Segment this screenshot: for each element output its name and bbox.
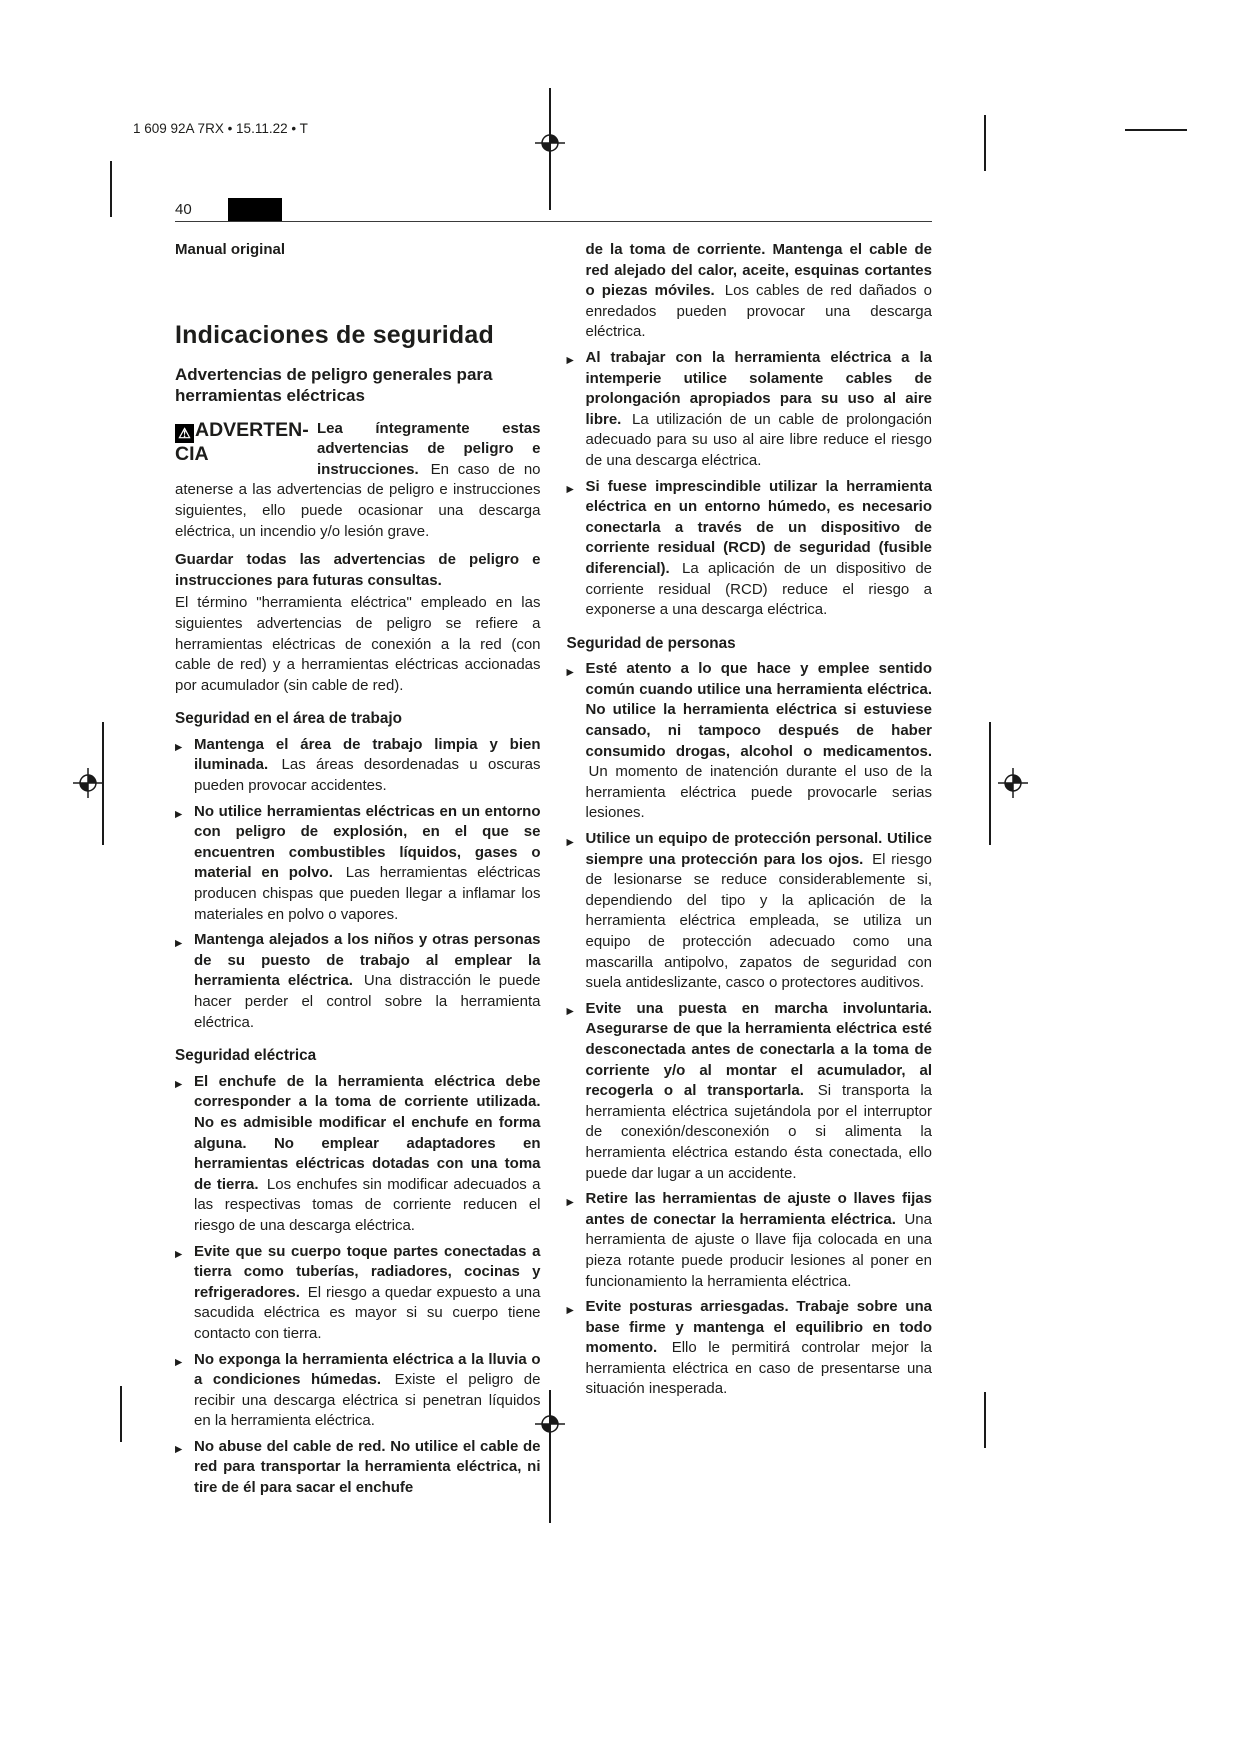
left-column <box>175 240 541 1499</box>
safety-bullet <box>567 999 933 1184</box>
work-area-heading: Seguridad en el área de trabajo <box>175 710 402 728</box>
warning-rest-text: En caso de no atenerse a las advertencias de peligro e instrucciones siguientes, ello puede ocasionar una descarga eléctrica, un incendio y/o lesión grave. <box>175 460 541 540</box>
bullet-triangle-icon: ▶ <box>175 1357 183 1368</box>
safety-bullet <box>567 1189 933 1292</box>
warning-label-text-2: CIA <box>175 443 209 466</box>
bullet-rest: Existe el peligro de recibir una descarga eléctrica si penetran líquidos en la herramienta eléctrica. <box>194 1371 541 1430</box>
bullet-bold: No abuse del cable de red. No utilice el cable de red para transportar la herramienta eléctrica, ni tire de él para sacar el enchufe <box>194 1437 541 1497</box>
bullet-text <box>586 829 933 994</box>
header-black-tab <box>228 198 282 222</box>
crop-mark-top-right-line <box>984 115 986 171</box>
bullet-rest: La aplicación de un dispositivo de corriente residual (RCD) reduce el riesgo a exponerse a una descarga eléctrica. <box>585 559 932 619</box>
warning-label <box>175 419 317 478</box>
bullet-bold: Retire las herramientas de ajuste o llaves fijas antes de conectar la herramienta eléctrica. <box>585 1190 932 1228</box>
safety-bullet <box>175 1437 541 1499</box>
warning-bold-text: Lea íntegramente estas advertencias de peligro e instrucciones. <box>317 419 541 478</box>
registration-mark-icon <box>535 128 565 158</box>
bullet-triangle-icon: ▶ <box>175 1249 183 1261</box>
bullet-continuation-paragraph <box>567 240 933 343</box>
bullet-triangle-icon: ▶ <box>566 484 574 496</box>
bullet-rest: Si transporta la herramienta eléctrica sujetándola por el interruptor de conexión/desconexión o si alimenta la herramienta eléctrica estando ésta conectada, ello puede dar lugar a un accidente. <box>585 1082 932 1182</box>
bullet-triangle-icon: ▶ <box>566 355 574 367</box>
safety-bullet <box>175 930 541 1033</box>
bullet-rest: El riesgo a quedar expuesto a una sacudida eléctrica es mayor si su cuerpo tiene contacto con tierra. <box>194 1283 541 1342</box>
bullet-rest: Las áreas desordenadas u oscuras pueden provocar accidentes. <box>194 756 541 795</box>
continuation-rest: Los cables de red dañados o enredados pueden provocar una descarga eléctrica. <box>585 282 932 341</box>
bullet-bold: Evite posturas arriesgadas. Trabaje sobre una base firme y mantenga el equilibrio en todo momento. <box>585 1298 932 1357</box>
bullet-text <box>194 802 541 926</box>
bullet-bold: Esté atento a lo que hace y emplee sentido común cuando utilice una herramienta eléctrica. No utilice la herramienta eléctrica si estuviese cansado, ni tampoco después de haber consumido drogas, alcohol o medicamentos. <box>585 660 932 760</box>
bullet-text <box>586 348 933 472</box>
bullet-rest: El riesgo de lesionarse se reduce considerablemente si, dependiendo del tipo y la aplicación de la herramienta eléctrica empleada, se utiliza un equipo de protección adecuado como una mascarilla antipolvo, zapatos de seguridad con suela antideslizante, casco o protectores auditivos. <box>585 850 933 992</box>
bullet-triangle-icon: ▶ <box>566 836 574 848</box>
keep-instructions-paragraph: Guardar todas las advertencias de peligro e instrucciones para futuras consultas. <box>175 551 541 589</box>
bullet-rest: Un momento de inatención durante el uso de la herramienta eléctrica puede provocarle serias lesiones. <box>585 763 932 822</box>
page-title: Indicaciones de seguridad <box>175 320 494 349</box>
bullet-rest: Una distracción le puede hacer perder el control sobre la herramienta eléctrica. <box>194 972 541 1031</box>
bullet-triangle-icon: ▶ <box>175 937 183 949</box>
registration-mark-icon <box>73 768 103 798</box>
safety-bullet <box>567 659 933 824</box>
safety-bullet <box>567 348 933 472</box>
safety-bullet <box>175 1350 541 1432</box>
bullet-bold: Mantenga alejados a los niños y otras personas de su puesto de trabajo al emplear la herramienta eléctrica. <box>194 931 541 990</box>
crop-mark-bottom-right-line <box>984 1392 986 1448</box>
bullet-rest: Los enchufes sin modificar adecuados a las respectivas tomas de corriente reducen el riesgo de una descarga eléctrica. <box>194 1175 541 1234</box>
safety-bullet <box>567 829 933 994</box>
bullet-text <box>586 659 933 824</box>
bullet-triangle-icon: ▶ <box>175 809 183 821</box>
bullet-triangle-icon: ▶ <box>175 742 183 754</box>
bullet-text <box>194 1072 541 1237</box>
safety-bullet <box>175 802 541 926</box>
bullet-triangle-icon: ▶ <box>175 1079 183 1091</box>
bullet-bold: El enchufe de la herramienta eléctrica debe corresponder a la toma de corriente utilizada. No es admisible modificar el enchufe en forma alguna. No emplear adaptadores en herramientas eléctricas dotadas con una toma de tierra. <box>194 1072 541 1193</box>
bullet-text <box>194 735 541 797</box>
bullet-text <box>194 930 541 1033</box>
bullet-triangle-icon: ▶ <box>566 1196 574 1208</box>
bullet-triangle-icon: ▶ <box>175 1444 183 1456</box>
safety-bullet <box>175 1242 541 1345</box>
bullet-text <box>194 1350 541 1432</box>
personal-safety-heading: Seguridad de personas <box>566 634 736 652</box>
bullet-text <box>586 999 933 1184</box>
bullet-text <box>194 1242 541 1345</box>
bullet-triangle-icon: ▶ <box>566 1006 574 1018</box>
doc-code: 1 609 92A 7RX • 15.11.22 • T <box>133 121 308 136</box>
crop-mark-top-left-line <box>110 161 112 217</box>
bullet-bold: Evite una puesta en marcha involuntaria. Asegurarse de que la herramienta eléctrica esté desconectada antes de conectarla a la toma de corriente y/o al montar el acumulador, al recogerla o al transportarla. <box>585 999 932 1100</box>
bullet-text <box>194 1437 541 1499</box>
manual-original-label: Manual original <box>175 241 286 258</box>
bullet-rest: La utilización de un cable de prolongación adecuado para su uso al aire libre reduce el riesgo de una descarga eléctrica. <box>585 410 933 469</box>
continuation-bold: de la toma de corriente. Mantenga el cable de red alejado del calor, aceite, esquinas cortantes o piezas móviles. <box>585 241 932 300</box>
term-definition-paragraph: El término "herramienta eléctrica" empleado en las siguientes advertencias de peligro se refiere a herramientas eléctricas de conexión a la red (con cable de red) y a herramientas eléctricas accionadas por acumulador (sin cable de red). <box>175 594 541 694</box>
crop-mark-top-right-horizontal <box>1125 129 1187 131</box>
crop-mark-bottom-left-line <box>120 1386 122 1442</box>
right-column <box>567 240 933 1499</box>
bullet-bold: Mantenga el área de trabajo limpia y bien iluminada. <box>194 735 541 774</box>
bullet-bold: Al trabajar con la herramienta eléctrica a la intemperie utilice solamente cables de prolongación apropiados para su uso al aire libre. <box>585 348 932 428</box>
warning-label-line1 <box>175 419 309 441</box>
general-warnings-heading: Advertencias de peligro generales para herramientas eléctricas <box>175 365 493 405</box>
safety-bullet <box>175 1072 541 1237</box>
safety-bullet <box>567 477 933 621</box>
content-columns <box>175 240 932 1499</box>
bullet-rest: Ello le permitirá controlar mejor la herramienta eléctrica en caso de presentarse una situación inesperada. <box>585 1339 932 1398</box>
bullet-triangle-icon: ▶ <box>566 1304 574 1316</box>
warning-icon: ⚠ <box>175 424 194 443</box>
bullet-text <box>586 1297 933 1400</box>
bullet-bold: Si fuese imprescindible utilizar la herramienta eléctrica en un entorno húmedo, es necesario conectarla a través de un dispositivo de corriente residual (RCD) de seguridad (fusible diferencial). <box>585 477 932 577</box>
electrical-safety-heading: Seguridad eléctrica <box>175 1047 317 1065</box>
warning-label-text-1: ADVERTEN- <box>195 418 309 441</box>
bullet-triangle-icon: ▶ <box>566 666 574 678</box>
bullet-bold: No utilice herramientas eléctricas en un entorno con peligro de explosión, en el que se encuentren combustibles líquidos, gases o material en polvo. <box>194 802 541 882</box>
bullet-text <box>586 1189 933 1292</box>
warning-paragraph <box>175 419 541 543</box>
bullet-bold: Utilice un equipo de protección personal. Utilice siempre una protección para los ojos. <box>585 830 932 868</box>
bullet-rest: Las herramientas eléctricas producen chispas que pueden llegar a inflamar los materiales en polvo o vapores. <box>194 864 541 923</box>
header-rule <box>175 221 932 222</box>
safety-bullet <box>567 1297 933 1400</box>
bullet-rest: Una herramienta de ajuste o llave fija colocada en una pieza rotante puede producir lesiones al poner en funcionamiento la herramienta eléctrica. <box>585 1210 932 1290</box>
bullet-text <box>586 477 933 621</box>
crop-mark-right-middle-line <box>989 722 991 845</box>
page-number: 40 <box>175 201 192 218</box>
bullet-bold: No exponga la herramienta eléctrica a la lluvia o a condiciones húmedas. <box>194 1350 541 1389</box>
safety-bullet <box>175 735 541 797</box>
bullet-bold: Evite que su cuerpo toque partes conectadas a tierra como tuberías, radiadores, cocinas y refrigeradores. <box>194 1242 541 1301</box>
registration-mark-icon <box>998 768 1028 798</box>
